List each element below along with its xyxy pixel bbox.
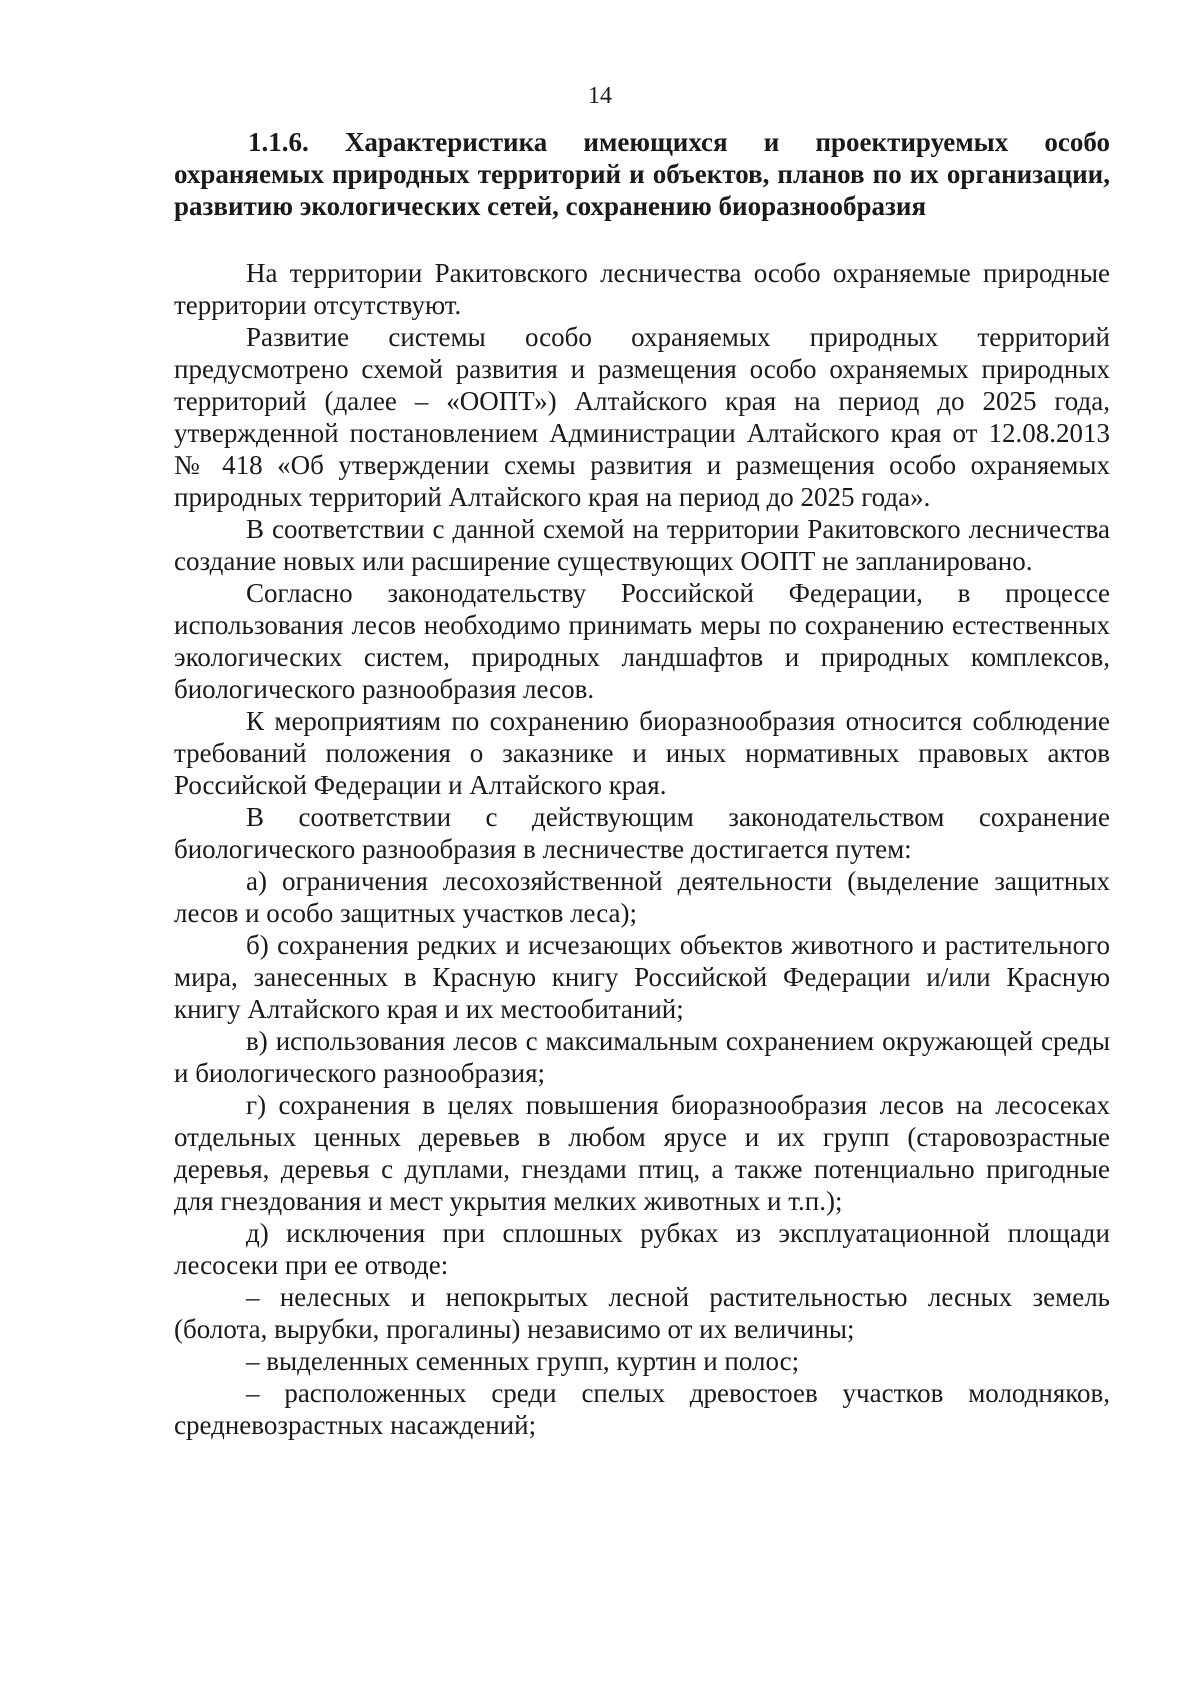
list-item-g: г) сохранения в целях повышения биоразнообразия лесов на лесосеках отдельных ценных деревьев в любом ярусе и их групп (старовозрастные деревья, деревья с дуплами, гнездами птиц, а также потенциально пригодные для гнездования и мест укрытия мелких животных и т.п.); (174, 1090, 1110, 1216)
page-content (174, 126, 1110, 1441)
dash-item-young-stands: – расположенных среди спелых древостоев участков молодняков, средневозрастных насаждений; (174, 1378, 1110, 1440)
list-item-d: д) исключения при сплошных рубках из эксплуатационной площади лесосеки при ее отводе: (174, 1218, 1110, 1280)
list-item-b: б) сохранения редких и исчезающих объектов животного и растительного мира, занесенных в Красную книгу Российской Федерации и/или Красную книгу Алтайского края и их местообитаний; (174, 930, 1110, 1024)
list-item-v: в) использования лесов с максимальным сохранением окружающей среды и биологического разнообразия; (174, 1026, 1110, 1088)
dash-item-nonforest-lands: – нелесных и непокрытых лесной растительностью лесных земель (болота, вырубки, прогалины) независимо от их величины; (174, 1282, 1110, 1344)
paragraph-not-planned: В соответствии с данной схемой на территории Ракитовского лесничества создание новых или расширение существующих ООПТ не запланировано. (174, 514, 1110, 576)
section-heading: 1.1.6. Характеристика имеющихся и проектируемых особо охраняемых природных территорий и объектов, планов по их организации, развитию экологических сетей, сохранению биоразнообразия (174, 127, 1110, 221)
paragraph-no-oopt: На территории Ракитовского лесничества особо охраняемые природные территории отсутствуют. (174, 258, 1110, 320)
page-number: 14 (588, 83, 612, 109)
list-item-a: а) ограничения лесохозяйственной деятельности (выделение защитных лесов и особо защитных участков леса); (174, 866, 1110, 928)
paragraph-biodiversity-measures: К мероприятиям по сохранению биоразнообразия относится соблюдение требований положения о заказнике и иных нормативных правовых актов Российской Федерации и Алтайского края. (174, 706, 1110, 800)
paragraph-preservation-means: В соответствии с действующим законодательством сохранение биологического разнообразия в лесничестве достигается путем: (174, 802, 1110, 864)
paragraph-oopt-scheme: Развитие системы особо охраняемых природных территорий предусмотрено схемой развития и размещения особо охраняемых природных территорий (далее – «ООПТ») Алтайского края на период до 2025 года, утвержденной постановлением Администрации Алтайского края от 12.08.2013 № 418 «Об утверждении схемы развития и размещения особо охраняемых природных территорий Алтайского края на период до 2025 года». (174, 322, 1110, 512)
paragraph-legislation: Согласно законодательству Российской Федерации, в процессе использования лесов необходимо принимать меры по сохранению естественных экологических систем, природных ландшафтов и природных комплексов, биологического разнообразия лесов. (174, 578, 1110, 704)
dash-item-seed-groups: – выделенных семенных групп, куртин и полос; (246, 1346, 800, 1376)
body-text (174, 257, 1110, 1441)
